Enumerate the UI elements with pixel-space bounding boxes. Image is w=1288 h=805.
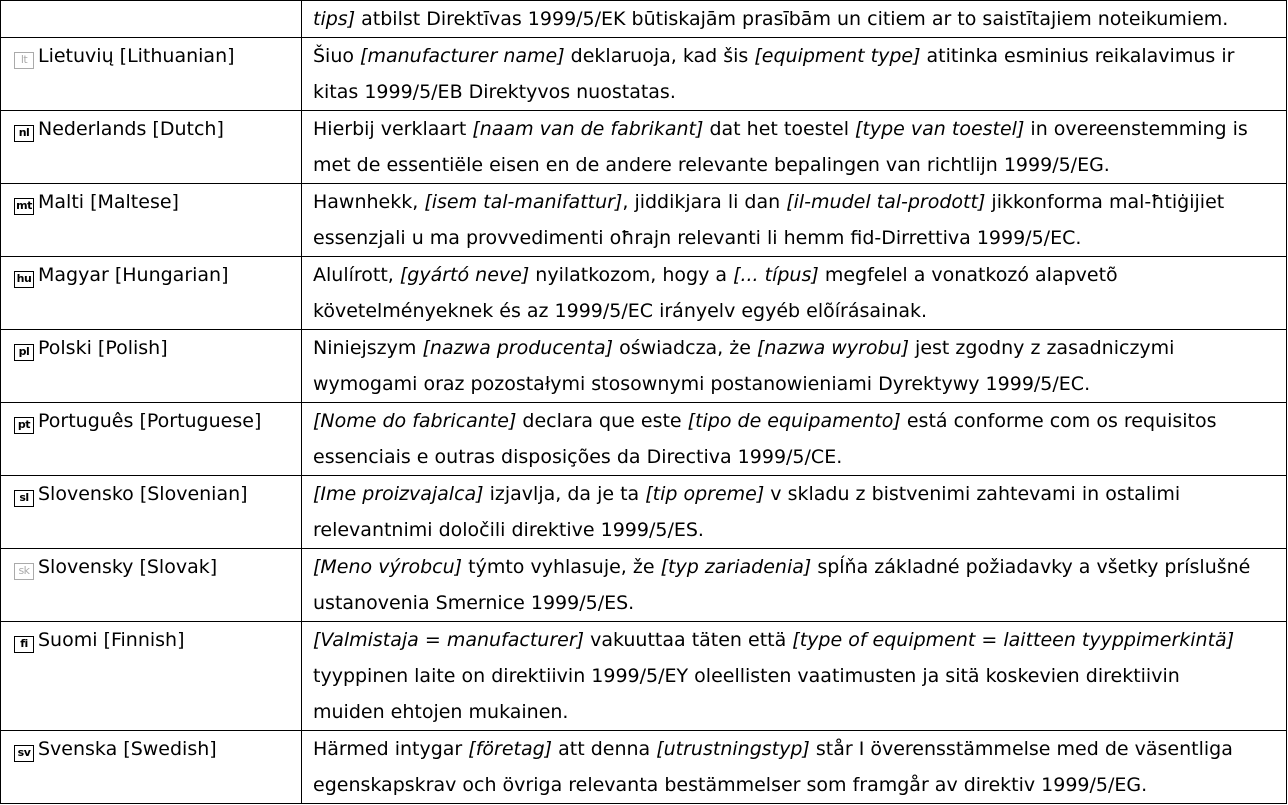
declaration-text: vakuuttaa täten että bbox=[584, 629, 793, 651]
declaration-text: oświadcza, że bbox=[613, 337, 757, 359]
declaration-text: relevantnimi določili direktive 1999/5/ES. bbox=[313, 519, 704, 541]
declaration-text-cell bbox=[302, 38, 1287, 111]
declaration-text-cell bbox=[302, 330, 1287, 403]
declaration-text-cell bbox=[302, 731, 1287, 804]
language-label: Português [Portuguese] bbox=[38, 410, 262, 432]
declaration-line bbox=[313, 512, 1286, 548]
placeholder-text: [Valmistaja = manufacturer] bbox=[313, 629, 585, 651]
language-cell bbox=[1, 38, 302, 111]
language-flag-icon: lt bbox=[14, 52, 34, 69]
declaration-text: deklaruoja, kad šis bbox=[564, 45, 755, 67]
placeholder-text: [isem tal-manifattur] bbox=[424, 191, 623, 213]
declaration-text-cell bbox=[302, 622, 1287, 731]
declaration-text: jest zgodny z zasadniczymi bbox=[909, 337, 1175, 359]
declaration-line bbox=[313, 694, 1286, 730]
placeholder-text: [utrustningstyp] bbox=[656, 738, 810, 760]
declaration-text: izjavlja, da je ta bbox=[483, 483, 646, 505]
placeholder-text: [gyártó neve] bbox=[399, 264, 530, 286]
declaration-rows bbox=[1, 1, 1287, 804]
language-flag-icon: fi bbox=[14, 636, 34, 653]
table-row bbox=[1, 330, 1287, 403]
placeholder-text: tips] bbox=[313, 8, 356, 30]
declaration-text: Alulírott, bbox=[313, 264, 400, 286]
declaration-line bbox=[313, 731, 1286, 767]
declaration-line bbox=[313, 74, 1286, 110]
declaration-line bbox=[313, 549, 1286, 585]
language-label: Svenska [Swedish] bbox=[38, 738, 217, 760]
table-row bbox=[1, 257, 1287, 330]
language-label: Malti [Maltese] bbox=[38, 191, 179, 213]
declaration-text: Hawnhekk, bbox=[313, 191, 425, 213]
declaration-line bbox=[313, 403, 1286, 439]
declaration-text: Härmed intygar bbox=[313, 738, 469, 760]
placeholder-text: [nazwa wyrobu] bbox=[756, 337, 909, 359]
language-flag-icon: pl bbox=[14, 344, 34, 361]
placeholder-text: [equipment type] bbox=[754, 45, 921, 67]
placeholder-text: [tipo de equipamento] bbox=[687, 410, 901, 432]
declaration-line bbox=[313, 439, 1286, 475]
declaration-text: megfelel a vonatkozó alapvetõ bbox=[818, 264, 1118, 286]
declaration-line bbox=[313, 366, 1286, 402]
language-flag-icon: mt bbox=[14, 198, 34, 215]
declaration-text: met de essentiële eisen en de andere relevante bepalingen van richtlijn 1999/5/EG. bbox=[313, 154, 1110, 176]
declaration-text-cell bbox=[302, 1, 1287, 38]
language-flag-icon: sl bbox=[14, 490, 34, 507]
declaration-text: Niniejszym bbox=[313, 337, 423, 359]
declaration-text: ustanovenia Smernice 1999/5/ES. bbox=[313, 592, 635, 614]
language-cell bbox=[1, 111, 302, 184]
language-cell bbox=[1, 622, 302, 731]
placeholder-text: [Ime proizvajalca] bbox=[313, 483, 484, 505]
declaration-line bbox=[313, 476, 1286, 512]
declaration-line bbox=[313, 220, 1286, 256]
declaration-line bbox=[313, 111, 1286, 147]
declaration-line bbox=[313, 1, 1286, 37]
placeholder-text: [tip opreme] bbox=[645, 483, 765, 505]
declaration-line bbox=[313, 147, 1286, 183]
declaration-text: týmto vyhlasuje, že bbox=[462, 556, 661, 578]
declaration-text: követelményeknek és az 1999/5/EC irányelv egyéb elõírásainak. bbox=[313, 300, 928, 322]
declaration-text: , jiddikjara li dan bbox=[622, 191, 787, 213]
declaration-text: essenciais e outras disposições da Directiva 1999/5/CE. bbox=[313, 446, 843, 468]
language-cell bbox=[1, 476, 302, 549]
declaration-text-cell bbox=[302, 476, 1287, 549]
placeholder-text: [nazwa producenta] bbox=[422, 337, 614, 359]
table-row bbox=[1, 549, 1287, 622]
declaration-text: in overeenstemming is bbox=[1024, 118, 1248, 140]
declaration-text: Šiuo bbox=[313, 45, 361, 67]
table-row bbox=[1, 184, 1287, 257]
declaration-text-cell bbox=[302, 184, 1287, 257]
declaration-text: atitinka esminius reikalavimus ir bbox=[920, 45, 1235, 67]
declaration-text: egenskapskrav och övriga relevanta bestämmelser som framgår av direktiv 1999/5/EG. bbox=[313, 774, 1148, 796]
language-cell bbox=[1, 184, 302, 257]
language-cell bbox=[1, 330, 302, 403]
declaration-text: está conforme com os requisitos bbox=[900, 410, 1217, 432]
table-row bbox=[1, 1, 1287, 38]
language-cell bbox=[1, 1, 302, 38]
declaration-text-cell bbox=[302, 257, 1287, 330]
declaration-text-cell bbox=[302, 403, 1287, 476]
declaration-text: tyyppinen laite on direktiivin 1999/5/EY oleellisten vaatimusten ja sitä koskevien direktiivin bbox=[313, 665, 1180, 687]
placeholder-text: [manufacturer name] bbox=[360, 45, 565, 67]
language-flag-icon: nl bbox=[14, 125, 34, 142]
table-row bbox=[1, 731, 1287, 804]
declaration-line bbox=[313, 293, 1286, 329]
declaration-text: nyilatkozom, hogy a bbox=[529, 264, 734, 286]
language-label: Slovensko [Slovenian] bbox=[38, 483, 248, 505]
declaration-line bbox=[313, 658, 1286, 694]
placeholder-text: [... típus] bbox=[733, 264, 819, 286]
placeholder-text: [il-mudel tal-prodott] bbox=[786, 191, 986, 213]
declaration-line bbox=[313, 257, 1286, 293]
placeholder-text: [type van toestel] bbox=[855, 118, 1025, 140]
language-cell bbox=[1, 549, 302, 622]
language-cell bbox=[1, 731, 302, 804]
declaration-text: atbilst Direktīvas 1999/5/EK būtiskajām prasībām un citiem ar to saistītajiem noteikumiem. bbox=[355, 8, 1229, 30]
language-label: Nederlands [Dutch] bbox=[38, 118, 224, 140]
declaration-text: jikkonforma mal-ħtiġijiet bbox=[985, 191, 1225, 213]
declaration-line bbox=[313, 330, 1286, 366]
declaration-text: muiden ehtojen mukainen. bbox=[313, 701, 569, 723]
declaration-line bbox=[313, 38, 1286, 74]
table-row bbox=[1, 111, 1287, 184]
declaration-text-cell bbox=[302, 549, 1287, 622]
language-flag-icon: sk bbox=[14, 563, 34, 580]
language-flag-icon: pt bbox=[14, 417, 34, 434]
placeholder-text: [Nome do fabricante] bbox=[313, 410, 517, 432]
declaration-line bbox=[313, 622, 1286, 658]
placeholder-text: [type of equipment = laitteen tyyppimerkintä] bbox=[792, 629, 1235, 651]
declaration-text: wymogami oraz pozostałymi stosownymi postanowieniami Dyrektywy 1999/5/EC. bbox=[313, 373, 1091, 395]
table-row bbox=[1, 476, 1287, 549]
language-label: Suomi [Finnish] bbox=[38, 629, 185, 651]
declaration-text: spĺňa základné požiadavky a všetky príslušné bbox=[811, 556, 1251, 578]
declaration-text-cell bbox=[302, 111, 1287, 184]
declaration-text: att denna bbox=[552, 738, 657, 760]
language-flag-icon: sv bbox=[14, 745, 34, 762]
declaration-line bbox=[313, 184, 1286, 220]
language-cell bbox=[1, 257, 302, 330]
language-label: Lietuvių [Lithuanian] bbox=[38, 45, 235, 67]
table-row bbox=[1, 403, 1287, 476]
table-row bbox=[1, 622, 1287, 731]
declaration-line bbox=[313, 767, 1286, 803]
declaration-text: kitas 1999/5/EB Direktyvos nuostatas. bbox=[313, 81, 676, 103]
declaration-text: essenzjali u ma provvedimenti oħrajn relevanti li hemm fid-Dirrettiva 1999/5/EC. bbox=[313, 227, 1082, 249]
language-label: Slovensky [Slovak] bbox=[38, 556, 218, 578]
placeholder-text: [naam van de fabrikant] bbox=[472, 118, 704, 140]
placeholder-text: [Meno výrobcu] bbox=[313, 556, 463, 578]
placeholder-text: [företag] bbox=[468, 738, 553, 760]
table-row bbox=[1, 38, 1287, 111]
language-flag-icon: hu bbox=[14, 271, 34, 288]
declaration-text: v skladu z bistvenimi zahtevami in ostalimi bbox=[764, 483, 1181, 505]
placeholder-text: [typ zariadenia] bbox=[660, 556, 812, 578]
declaration-text: står I överensstämmelse med de väsentliga bbox=[809, 738, 1233, 760]
declaration-line bbox=[313, 585, 1286, 621]
language-label: Polski [Polish] bbox=[38, 337, 168, 359]
declaration-text: Hierbij verklaart bbox=[313, 118, 473, 140]
language-cell bbox=[1, 403, 302, 476]
declaration-text: dat het toestel bbox=[703, 118, 856, 140]
language-label: Magyar [Hungarian] bbox=[38, 264, 229, 286]
declaration-text: declara que este bbox=[516, 410, 688, 432]
